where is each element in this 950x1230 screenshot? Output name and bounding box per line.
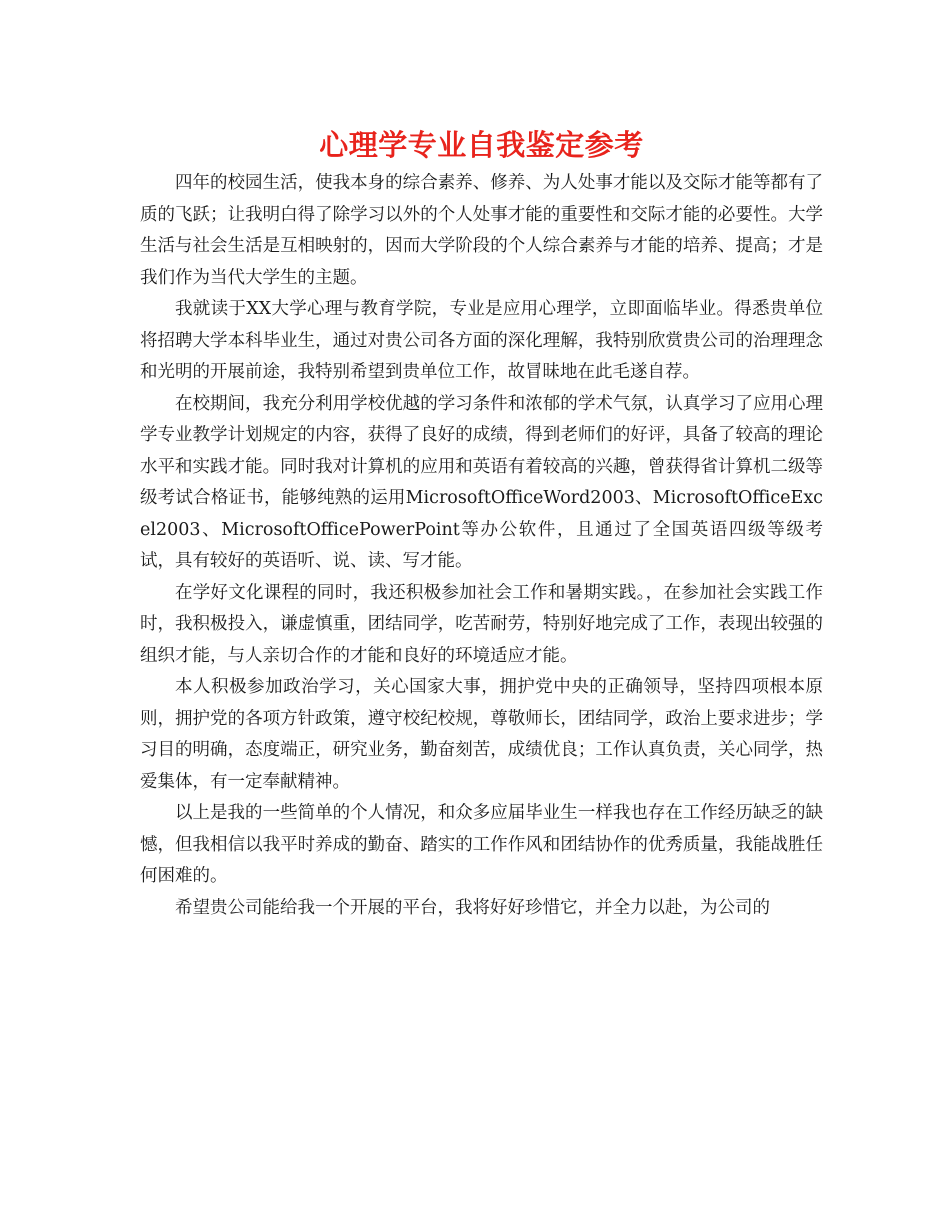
paragraph-4: 在学好文化课程的同时，我还积极参加社会工作和暑期实践。，在参加社会实践工作时，我积极投入，谦虚慎重，团结同学，吃苦耐劳，特别好地完成了工作，表现出较强的组织才能，与人亲切合作的才能和良好的环境适应才能。 bbox=[140, 582, 823, 666]
paragraph-1: 四年的校园生活，使我本身的综合素养、修养、为人处事才能以及交际才能等都有了质的飞跃；让我明白得了除学习以外的个人处事才能的重要性和交际才能的必要性。大学生活与社会生活是互相映射的，因而大学阶段的个人综合素养与才能的培养、提高；才是我们作为当代大学生的主题。 bbox=[140, 173, 823, 288]
paragraph-3: 在校期间，我充分利用学校优越的学习条件和浓郁的学术气氛，认真学习了应用心理学专业教学计划规定的内容，获得了良好的成绩，得到老师们的好评，具备了较高的理论水平和实践才能。同时我对计算机的应用和英语有着较高的兴趣，曾获得省计算机二级等级考试合格证书，能够纯熟的运用MicrosoftOfficeWord2003、MicrosoftOfficeExcel2003、MicrosoftOfficePowerPoint等办公软件，且通过了全国英语四级等级考试，具有较好的英语听、说、读、写才能。 bbox=[140, 393, 823, 571]
paragraph-7: 希望贵公司能给我一个开展的平台，我将好好珍惜它，并全力以赴，为公司的 bbox=[175, 897, 770, 918]
document-body bbox=[140, 122, 823, 924]
paragraph-5: 本人积极参加政治学习，关心国家大事，拥护党中央的正确领导，坚持四项根本原则，拥护党的各项方针政策，遵守校纪校规，尊敬师长，团结同学，政治上要求进步；学习目的明确，态度端正，研究业务，勤奋刻苦，成绩优良；工作认真负责，关心同学，热爱集体，有一定奉献精神。 bbox=[140, 677, 823, 792]
paragraph-6: 以上是我的一些简单的个人情况，和众多应届毕业生一样我也存在工作经历缺乏的缺憾，但我相信以我平时养成的勤奋、踏实的工作作风和团结协作的优秀质量，我能战胜任何困难的。 bbox=[140, 803, 823, 886]
paragraph-2: 我就读于XX大学心理与教育学院，专业是应用心理学，立即面临毕业。得悉贵单位将招聘大学本科毕业生，通过对贵公司各方面的深化理解，我特别欣赏贵公司的治理理念和光明的开展前途，我特别希望到贵单位工作，故冒昧地在此毛遂自荐。 bbox=[140, 299, 823, 382]
document-title: 心理学专业自我鉴定参考 bbox=[319, 128, 644, 162]
